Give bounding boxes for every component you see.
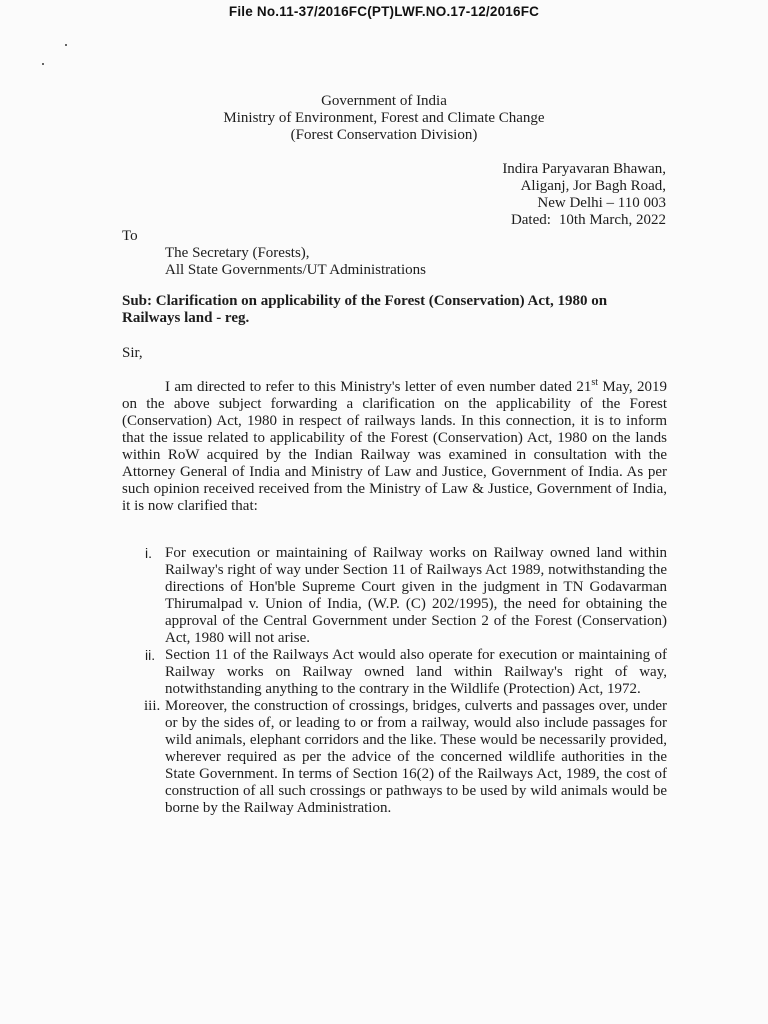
address-line-3: New Delhi – 110 003 — [537, 195, 666, 211]
file-number: File No.11-37/2016FC(PT)LWF.NO.17-12/2016FC — [228, 4, 540, 19]
list-item-number: i. — [145, 545, 152, 561]
address-line-2: Aliganj, Jor Bagh Road, — [520, 178, 666, 194]
letterhead-government: Government of India — [321, 93, 447, 109]
body-paragraph — [122, 379, 667, 515]
paragraph-superscript: st — [591, 377, 599, 388]
recipient-line-1: The Secretary (Forests), — [165, 245, 310, 261]
scan-speck — [65, 44, 67, 46]
scan-speck — [42, 63, 44, 65]
letterhead — [0, 93, 768, 144]
date-line — [502, 212, 666, 229]
subject-line: Sub: Clarification on applicability of the Forest (Conservation) Act, 1980 on Railways land - reg. — [122, 293, 608, 326]
letterhead-ministry: Ministry of Environment, Forest and Climate Change — [223, 110, 545, 126]
list-item-text: Moreover, the construction of crossings, bridges, culverts and passages over, under or by the sides of, or leading to or from a railway, would also include passages for wild animals, elephant corridors and the like. These would be necessarily provided, wherever required as per the advice of the concerned wildlife authorities in the State Government. In terms of Section 16(2) of the Railways Act, 1989, the cost of construction of all such crossings or pathways to be used by wild animals would be borne by the Railway Administration. — [165, 698, 667, 816]
recipient — [165, 245, 426, 279]
paragraph-part-2: May, 2019 on the above subject forwarding a clarification on the applicability of the Forest (Conservation) Act, 1980 in respect of railways lands. In this connection, it is to inform that the issue related to applicability of the Forest (Conservation) Act, 1980 on the lands within RoW acquired by the Indian Railway was examined in consultation with the Attorney General of India and Ministry of Law and Justice, Government of India. As per such opinion received received from the Ministry of Law & Justice, Government of India, it is now clarified that: — [122, 379, 667, 514]
recipient-line-2: All State Governments/UT Administrations — [165, 262, 426, 278]
sender-address — [502, 161, 666, 229]
to-label: To — [122, 228, 138, 244]
dated-value: 10th March, 2022 — [558, 212, 666, 228]
clarification-list — [122, 545, 667, 817]
salutation: Sir, — [122, 345, 143, 361]
letterhead-division: (Forest Conservation Division) — [290, 127, 478, 143]
list-item-text: Section 11 of the Railways Act would also operate for execution or maintaining of Railway works on Railway owned land within Railway's right of way, notwithstanding anything to the contrary in the Wildlife (Protection) Act, 1972. — [165, 647, 667, 697]
list-item-number: iii. — [144, 698, 161, 714]
list-item-text: For execution or maintaining of Railway works on Railway owned land within Railway's right of way under Section 11 of Railways Act 1989, notwithstanding the directions of Hon'ble Supreme Court given in the judgment in TN Godavarman Thirumalpad v. Union of India, (W.P. (C) 202/1995), the need for obtaining the approval of the Central Government under Section 2 of the Forest (Conservation) Act, 1980 will not arise. — [165, 545, 667, 646]
list-item — [122, 545, 667, 647]
list-item — [122, 698, 667, 817]
list-item — [122, 647, 667, 698]
address-line-1: Indira Paryavaran Bhawan, — [502, 161, 666, 177]
list-item-number: ii. — [145, 647, 156, 663]
paragraph-part-1: I am directed to refer to this Ministry's letter of even number dated 21 — [165, 379, 592, 395]
dated-label: Dated: — [510, 212, 551, 228]
